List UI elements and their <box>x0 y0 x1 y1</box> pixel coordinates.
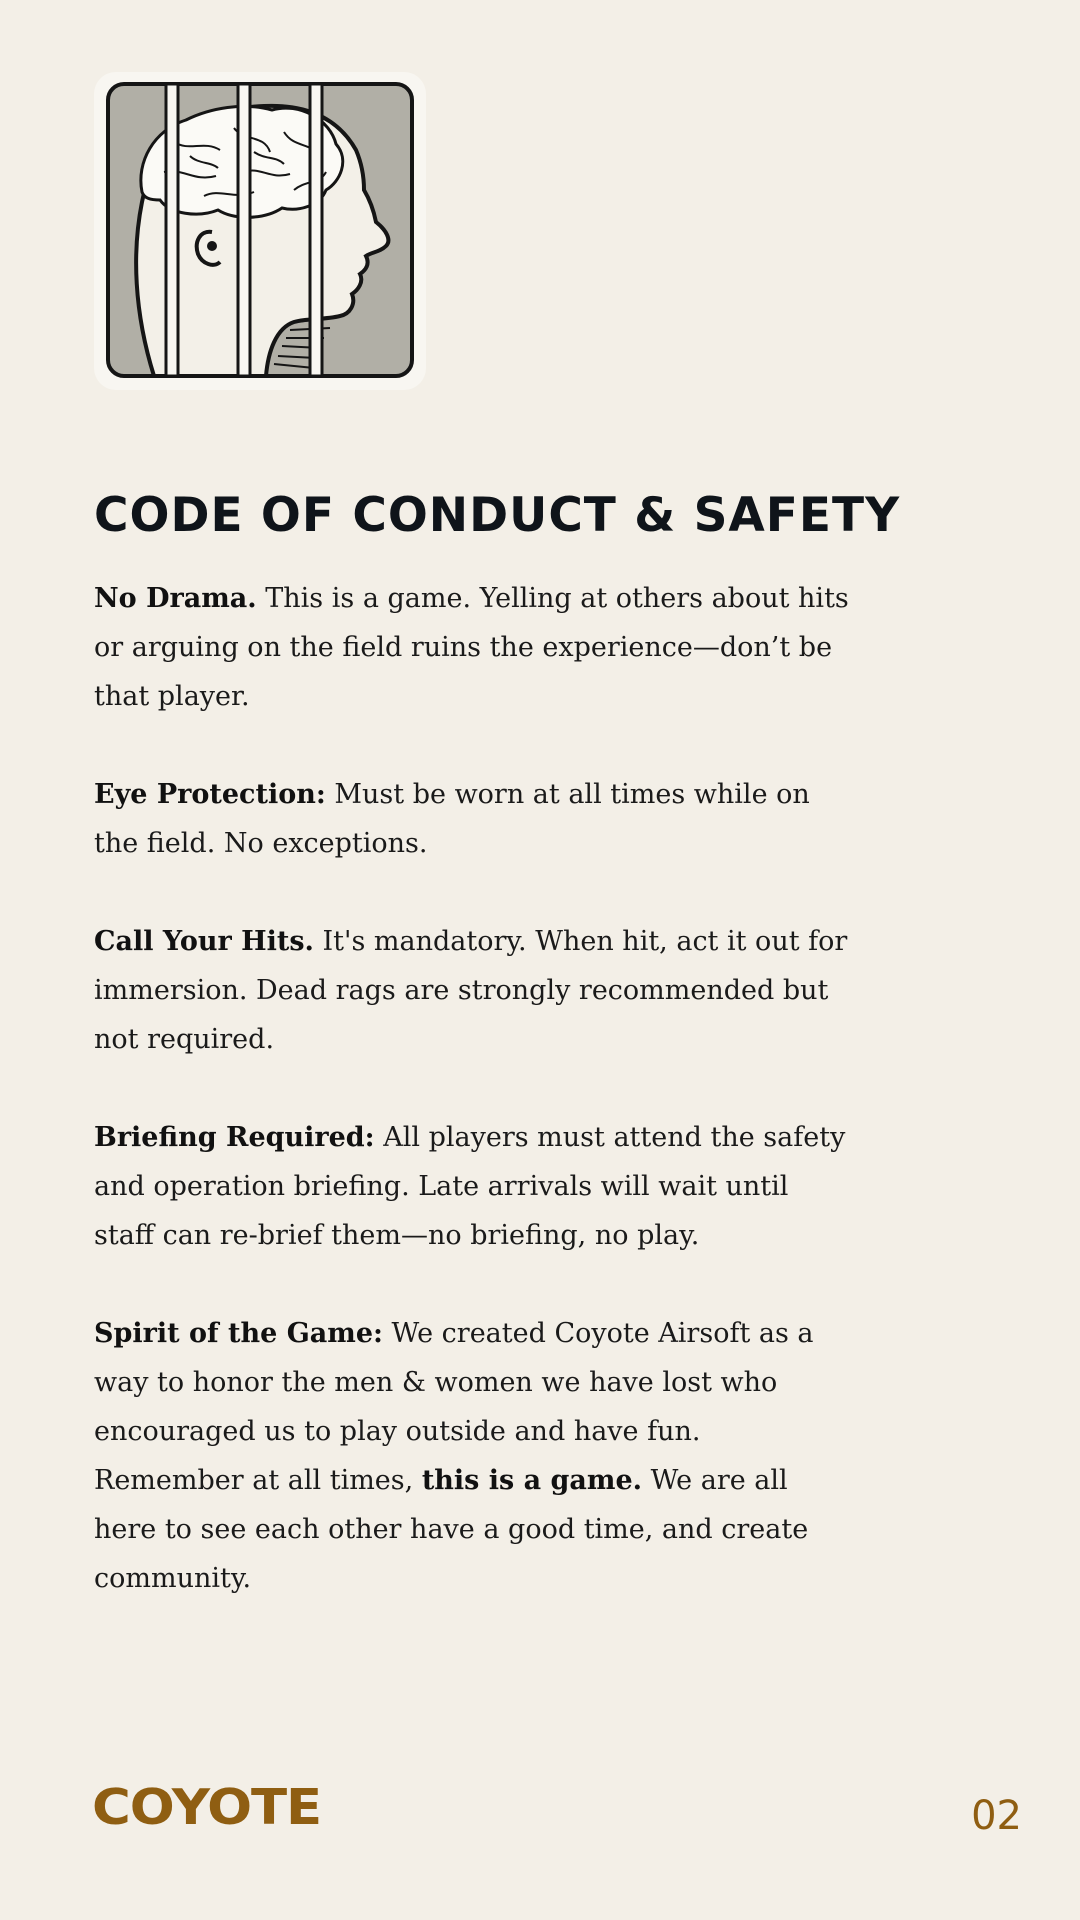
page-title: CODE OF CONDUCT & SAFETY <box>94 488 901 543</box>
rule-text: We created Coyote Airsoft as a way to honor the men & women we have lost who encouraged us to play outside and have fun. Remember at all times, <box>94 1318 814 1496</box>
rule-spirit-of-the-game <box>94 1309 854 1603</box>
rule-eye-protection <box>94 770 854 868</box>
conduct-content <box>94 574 854 1652</box>
rule-heading: No Drama. <box>94 583 257 614</box>
rule-call-your-hits <box>94 917 854 1064</box>
rule-text-end: We are all here to see each other have a good time, and create community. <box>94 1465 809 1594</box>
rule-text: This is a game. Yelling at others about hits or arguing on the field ruins the experience—don’t be that player. <box>94 583 849 712</box>
rule-emphasis: this is a game. <box>421 1465 643 1496</box>
rule-heading: Spirit of the Game: <box>94 1318 383 1349</box>
coyote-logo: COYOTE <box>92 1779 322 1836</box>
rule-text: Must be worn at all times while on the field. No exceptions. <box>94 779 810 859</box>
caged-mind-illustration <box>94 72 426 390</box>
rule-heading: Eye Protection: <box>94 779 326 810</box>
rule-heading: Call Your Hits. <box>94 926 314 957</box>
rule-briefing-required <box>94 1113 854 1260</box>
rule-no-drama <box>94 574 854 721</box>
rule-text: It's mandatory. When hit, act it out for immersion. Dead rags are strongly recommended but not required. <box>94 926 848 1055</box>
rule-text: All players must attend the safety and operation briefing. Late arrivals will wait until staff can re-brief them—no briefing, no play. <box>94 1122 846 1251</box>
rule-heading: Briefing Required: <box>94 1122 375 1153</box>
caged-mind-icon <box>94 72 426 390</box>
page-number: 02 <box>971 1793 1022 1839</box>
